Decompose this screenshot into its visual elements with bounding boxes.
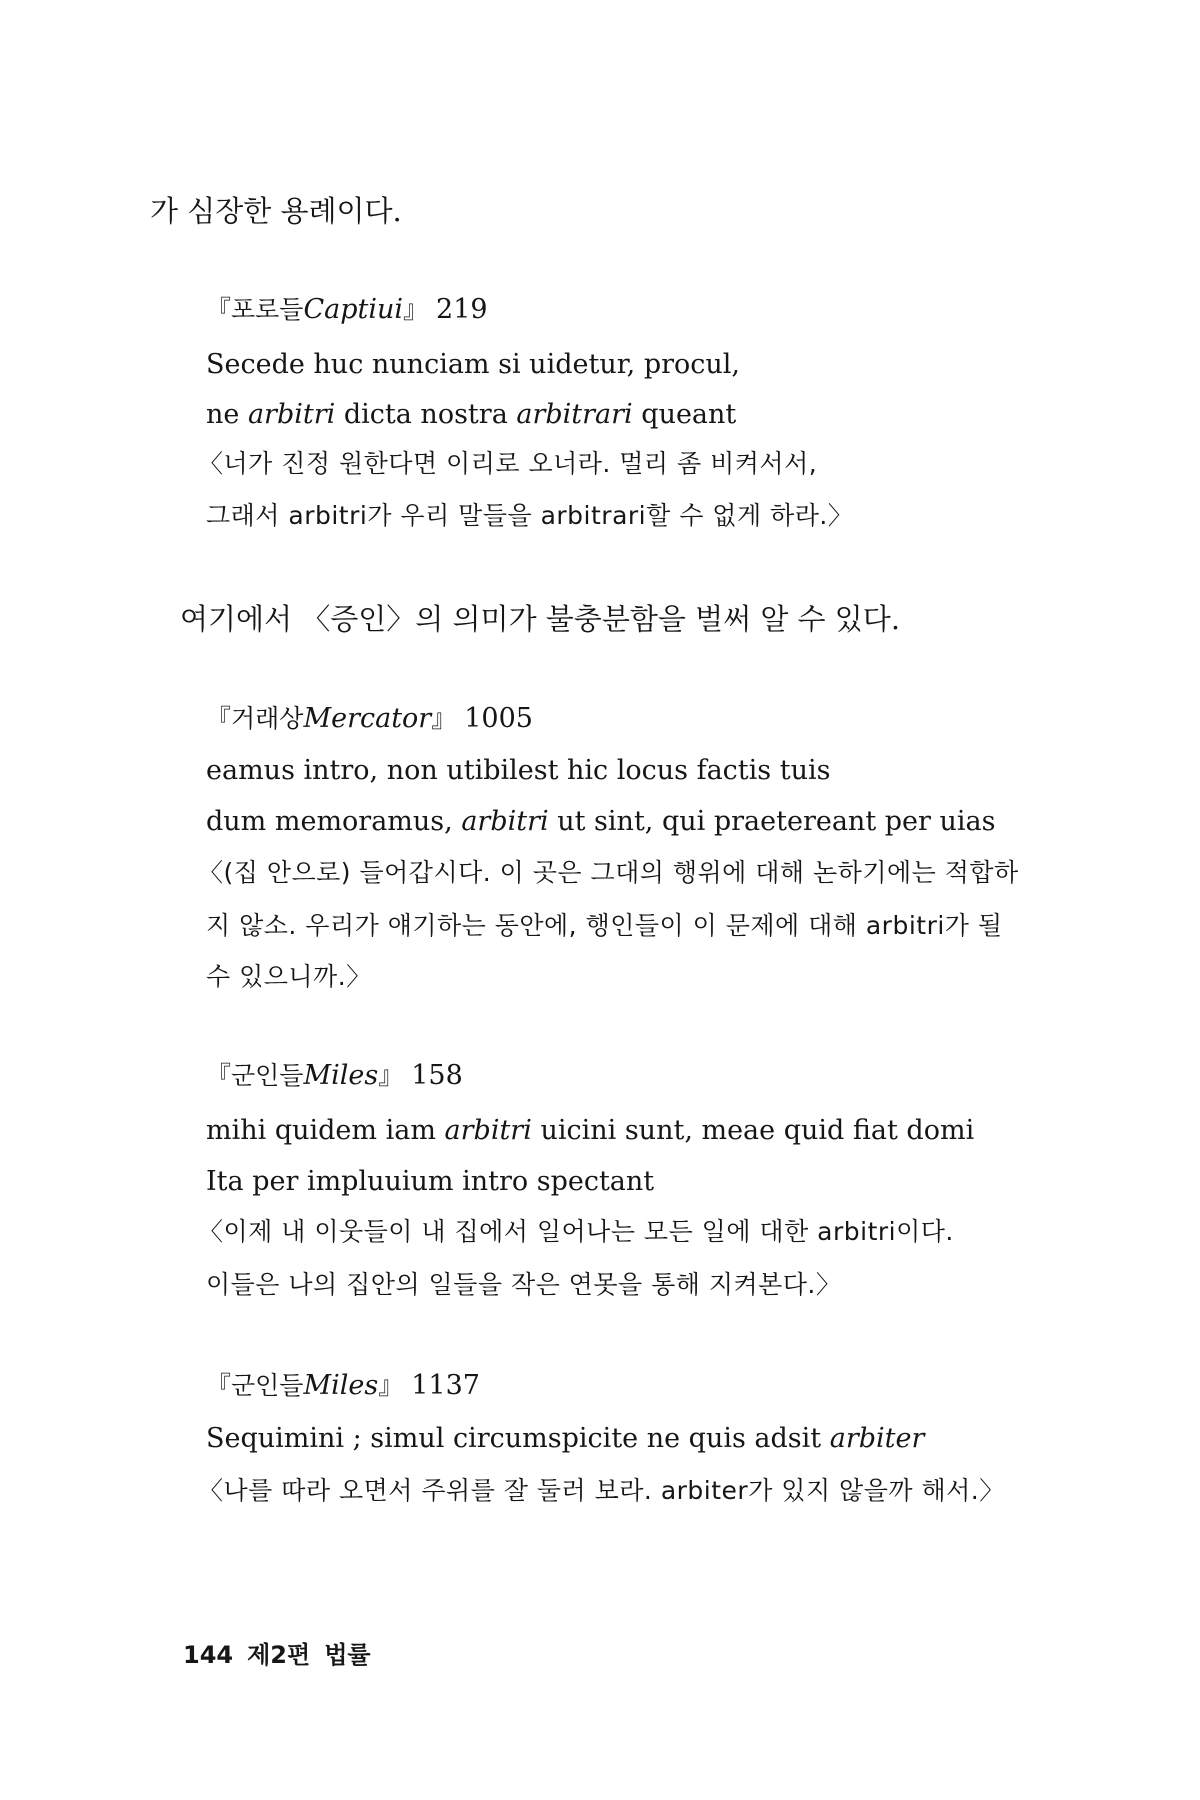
source-title-close: 』 bbox=[403, 295, 429, 324]
commentary-paragraph: 여기에서 〈증인〉의 의미가 불충분함을 벌써 알 수 있다. bbox=[180, 602, 901, 636]
source-title-korean: 『군인들 bbox=[206, 1371, 304, 1400]
latin-line: Secede huc nunciam si uidetur, procul, bbox=[206, 349, 740, 380]
latin-emphasis: arbitri bbox=[461, 806, 549, 837]
source-citation-mercator bbox=[206, 705, 533, 732]
latin-text: queant bbox=[632, 399, 737, 430]
page-number: 144 bbox=[183, 1641, 234, 1669]
latin-emphasis: arbiter bbox=[829, 1423, 925, 1454]
page-footer bbox=[183, 1635, 371, 1670]
latin-text: dum memoramus, bbox=[206, 806, 462, 837]
source-citation-captiui bbox=[206, 296, 488, 323]
translation-line: 〈나를 따라 오면서 주위를 잘 둘러 보라. arbiter가 있지 않을까 해서.〉 bbox=[198, 1476, 1005, 1505]
intro-fragment: 가 심장한 용례이다. bbox=[150, 194, 402, 228]
latin-emphasis: arbitrari bbox=[516, 399, 633, 430]
source-title-close: 』 bbox=[378, 1061, 404, 1090]
latin-line: eamus intro, non utibilest hic locus factis tuis bbox=[206, 755, 831, 786]
source-line-number: 158 bbox=[411, 1060, 463, 1091]
latin-emphasis: arbitri bbox=[444, 1115, 532, 1146]
translation-line: 〈(집 안으로) 들어갑시다. 이 곳은 그대의 행위에 대해 논하기에는 적합하 bbox=[198, 858, 1019, 887]
latin-line: Ita per impluuium intro spectant bbox=[206, 1166, 655, 1197]
section-label: 법률 bbox=[324, 1641, 371, 1669]
latin-text: Sequimini ; simul circumspicite ne quis adsit bbox=[206, 1423, 830, 1454]
translation-line: 〈이제 내 이웃들이 내 집에서 일어나는 모든 일에 대한 arbitri이다. bbox=[198, 1217, 954, 1246]
source-title-latin: Miles bbox=[303, 1060, 379, 1091]
part-label: 제2편 bbox=[247, 1641, 311, 1669]
latin-line bbox=[206, 1117, 974, 1144]
latin-emphasis: arbitri bbox=[247, 399, 336, 430]
translation-line: 그래서 arbitri가 우리 말들을 arbitrari할 수 없게 하라.〉 bbox=[206, 501, 854, 530]
source-line-number: 219 bbox=[436, 294, 488, 325]
source-line-number: 1005 bbox=[464, 703, 533, 734]
latin-text: ut sint, qui praetereant per uias bbox=[548, 806, 996, 837]
source-title-latin: Mercator bbox=[303, 703, 432, 734]
source-citation-miles-158 bbox=[206, 1062, 463, 1089]
translation-line: 이들은 나의 집안의 일들을 작은 연못을 통해 지켜본다.〉 bbox=[206, 1270, 842, 1299]
latin-text: dicta nostra bbox=[335, 399, 517, 430]
latin-line bbox=[206, 401, 736, 428]
latin-text: mihi quidem iam bbox=[206, 1115, 445, 1146]
source-title-close: 』 bbox=[378, 1371, 404, 1400]
translation-line: 〈너가 진정 원한다면 이리로 오너라. 멀리 좀 비켜서서, bbox=[198, 449, 818, 478]
translation-line: 지 않소. 우리가 얘기하는 동안에, 행인들이 이 문제에 대해 arbitri가 될 bbox=[206, 911, 1003, 940]
source-title-korean: 『포로들 bbox=[206, 295, 304, 324]
translation-line: 수 있으니까.〉 bbox=[206, 962, 372, 991]
source-title-latin: Captiui bbox=[303, 294, 404, 325]
source-title-close: 』 bbox=[431, 704, 457, 733]
latin-line bbox=[206, 1425, 924, 1452]
latin-text: uicini sunt, meae quid fiat domi bbox=[531, 1115, 975, 1146]
source-title-latin: Miles bbox=[303, 1370, 379, 1401]
source-line-number: 1137 bbox=[411, 1370, 480, 1401]
source-citation-miles-1137 bbox=[206, 1372, 480, 1399]
source-title-korean: 『거래상 bbox=[206, 704, 304, 733]
latin-line bbox=[206, 808, 995, 835]
source-title-korean: 『군인들 bbox=[206, 1061, 304, 1090]
latin-text: ne bbox=[206, 399, 248, 430]
